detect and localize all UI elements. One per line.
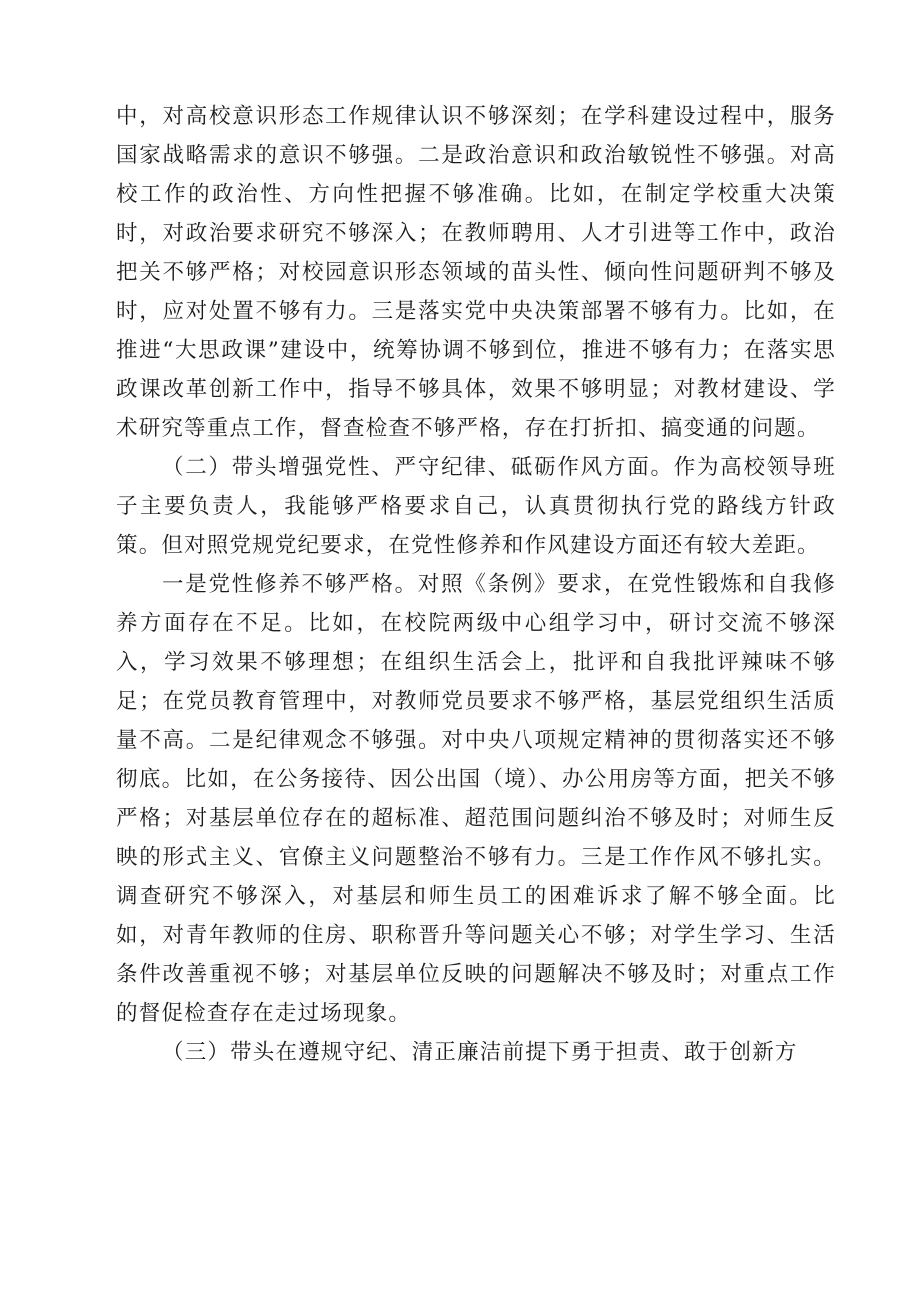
paragraph-section-three-heading: （三）带头在遵规守纪、清正廉洁前提下勇于担责、敢于创新方 xyxy=(162,1040,798,1065)
paragraph-party-spirit: 一是党性修养不够严格。对照《条例》要求，在党性锻炼和自我修养方面存在不足。比如，在校院两级中心组学习中，研讨交流不够深入，学习效果不够理想；在组织生活会上，批评和自我批评辣味不够足；在党员教育管理中，对教师党员要求不够严格，基层党组织生活质量不高。二是纪律观念不够强。对中央八项规定精神的贯彻落实还不够彻底。比如，在公务接待、因公出国（境）、办公用房等方面，把关不够严格；对基层单位存在的超标准、超范围问题纠治不够及时；对师生反映的形式主义、官僚主义问题整治不够有力。三是工作作风不够扎实。调查研究不够深入，对基层和师生员工的困难诉求了解不够全面。比如，对青年教师的住房、职称晋升等问题关心不够；对学生学习、生活条件改善重视不够；对基层单位反映的问题解决不够及时；对重点工作的督促检查存在走过场现象。 xyxy=(116,572,836,1026)
paragraph-continuation: 中，对高校意识形态工作规律认识不够深刻；在学科建设过程中，服务国家战略需求的意识不够强。二是政治意识和政治敏锐性不够强。对高校工作的政治性、方向性把握不够准确。比如，在制定学校重大决策时，对政治要求研究不够深入；在教师聘用、人才引进等工作中，政治把关不够严格；对校园意识形态领域的苗头性、倾向性问题研判不够及时，应对处置不够有力。三是落实党中央决策部署不够有力。比如，在推进“大思政课”建设中，统筹协调不够到位，推进不够有力；在落实思政课改革创新工作中，指导不够具体，效果不够明显；对教材建设、学术研究等重点工作，督查检查不够严格，存在打折扣、搞变通的问题。 xyxy=(116,104,836,441)
paragraph-section-two-heading: （二）带头增强党性、严守纪律、砥砺作风方面。作为高校领导班子主要负责人，我能够严格要求自己，认真贯彻执行党的路线方针政策。但对照党规党纪要求，在党性修养和作风建设方面还有较大差距。 xyxy=(116,455,836,558)
document-body xyxy=(116,97,836,1072)
